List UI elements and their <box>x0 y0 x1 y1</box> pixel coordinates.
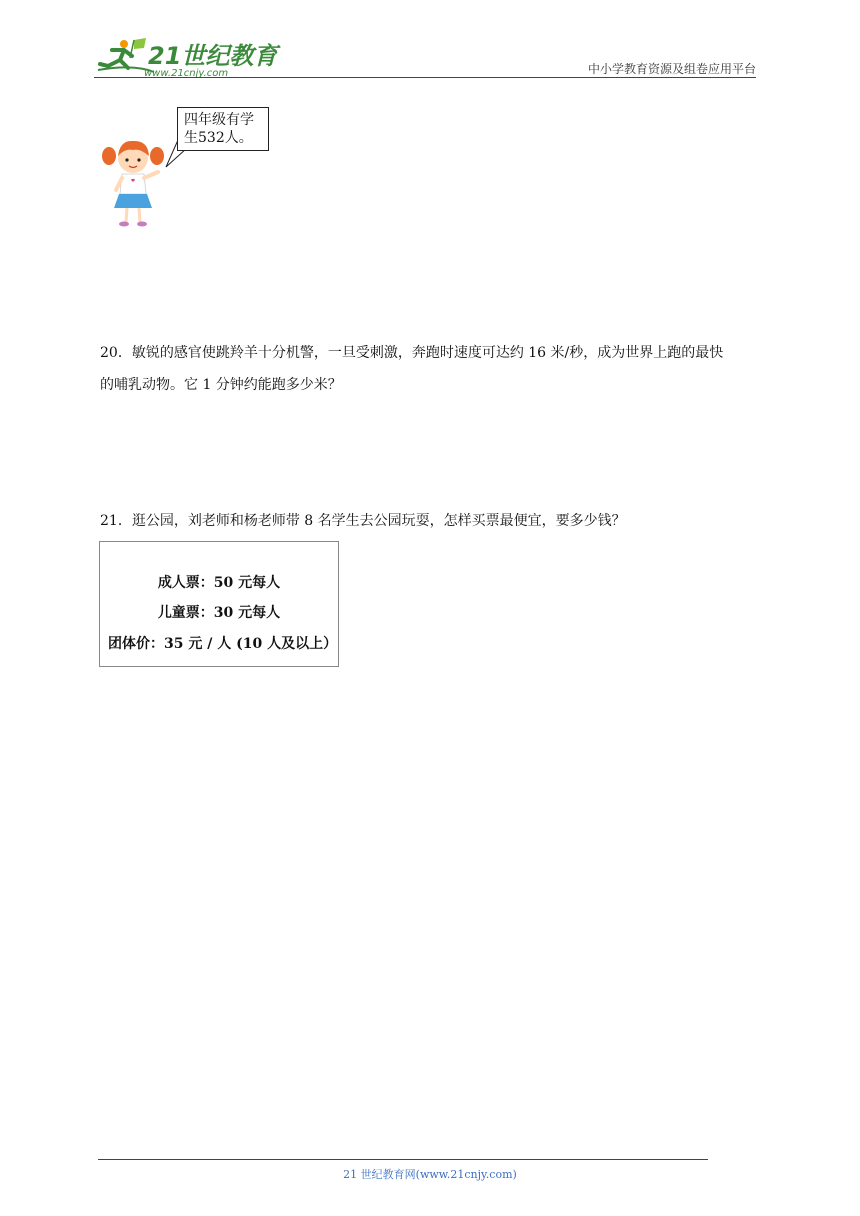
header-divider <box>94 77 756 78</box>
footer-divider <box>98 1159 708 1160</box>
runner-logo-icon <box>94 36 278 80</box>
speech-bubble <box>177 107 269 151</box>
question-20 <box>100 337 780 401</box>
logo-url-text: www.21cnjy.com <box>144 68 229 79</box>
platform-title: 中小学教育资源及组卷应用平台 <box>587 62 756 76</box>
bubble-line-1: 四年级有学 <box>184 112 254 128</box>
girl-illustration-icon <box>100 136 170 228</box>
adult-ticket-price: 成人票：50 元每人 <box>157 575 281 591</box>
bubble-line-2: 生532人。 <box>184 130 253 146</box>
question-21: 21．逛公园，刘老师和杨老师带 8 名学生去公园玩耍，怎样买票最便宜，要多少钱？ <box>100 513 626 529</box>
child-ticket-price: 儿童票：30 元每人 <box>157 605 281 621</box>
question-20-line-2: 的哺乳动物。它 1 分钟约能跑多少米？ <box>100 377 342 393</box>
site-logo <box>94 36 278 80</box>
ticket-price-box <box>99 541 339 667</box>
group-ticket-price: 团体价：35 元 / 人 (10 人及以上） <box>108 636 338 652</box>
footer-link[interactable]: 21 世纪教育网(www.21cnjy.com) <box>343 1168 517 1181</box>
logo-main-text: 21世纪教育 <box>148 42 278 70</box>
question-20-line-1: 20．敏锐的感官使跳羚羊十分机警，一旦受刺激，奔跑时速度可达约 16 米/秒，成为世界上跑的最快 <box>100 345 724 361</box>
